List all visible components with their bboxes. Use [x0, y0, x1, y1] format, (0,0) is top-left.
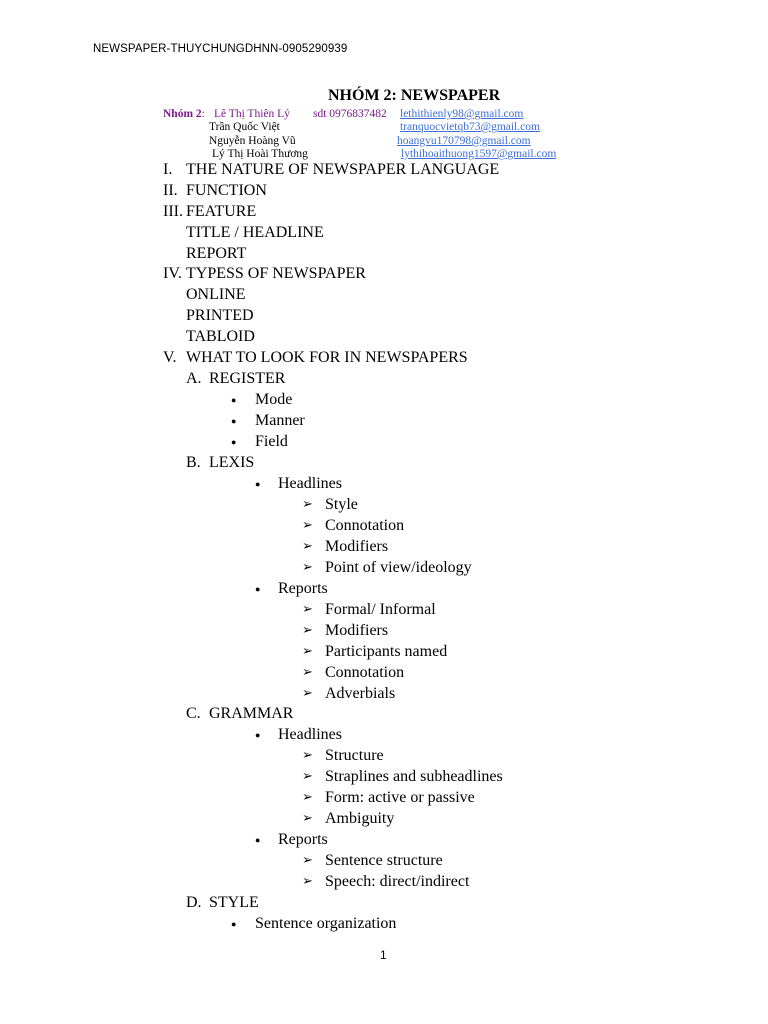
- subsection-num: A.: [186, 370, 202, 387]
- arrow-bullet-icon: ➢: [302, 517, 313, 532]
- arrow-bullet-icon: ➢: [302, 852, 313, 867]
- arrow-item: Modifiers: [325, 622, 389, 639]
- bullet-item: Headlines: [278, 726, 342, 743]
- member-email-link[interactable]: lythihoaithuong1597@gmail.com: [401, 148, 557, 160]
- arrow-item: Form: active or passive: [325, 789, 475, 806]
- arrow-bullet-icon: ➢: [302, 810, 313, 825]
- section-heading: TYPESS OF NEWSPAPER: [186, 265, 366, 282]
- arrow-bullet-icon: ➢: [302, 538, 313, 553]
- arrow-bullet-icon: ➢: [302, 873, 313, 888]
- bullet-icon: ●: [255, 835, 261, 845]
- section-heading: FEATURE: [186, 203, 257, 220]
- section-heading: WHAT TO LOOK FOR IN NEWSPAPERS: [186, 349, 468, 366]
- bullet-item: Reports: [278, 580, 328, 597]
- arrow-item: Ambiguity: [325, 810, 395, 827]
- bullet-item: Headlines: [278, 475, 342, 492]
- arrow-item: Modifiers: [325, 538, 389, 555]
- subsection-num: C.: [186, 705, 201, 722]
- member-phone: sdt 0976837482: [313, 108, 387, 120]
- section-num: V.: [163, 349, 177, 366]
- list-item: PRINTED: [186, 307, 254, 324]
- arrow-bullet-icon: ➢: [302, 747, 313, 762]
- arrow-item: Speech: direct/indirect: [325, 873, 470, 890]
- bullet-icon: ●: [231, 416, 237, 426]
- page-number: 1: [380, 948, 387, 962]
- arrow-bullet-icon: ➢: [302, 643, 313, 658]
- bullet-icon: ●: [255, 730, 261, 740]
- member-email-link[interactable]: hoangvu170798@gmail.com: [397, 135, 531, 147]
- page-header: NEWSPAPER-THUYCHUNGDHNN-0905290939: [93, 43, 348, 55]
- bullet-icon: ●: [255, 584, 261, 594]
- bullet-icon: ●: [231, 395, 237, 405]
- bullet-item: Sentence organization: [255, 915, 397, 932]
- subsection-num: D.: [186, 894, 202, 911]
- bullet-icon: ●: [231, 919, 237, 929]
- member-name: Nguyễn Hoàng Vũ: [209, 135, 296, 147]
- section-num: III.: [163, 203, 183, 220]
- member-name: Lý Thị Hoài Thương: [212, 148, 308, 160]
- subsection-heading: LEXIS: [209, 454, 255, 471]
- subsection-num: B.: [186, 454, 201, 471]
- bullet-item: Field: [255, 433, 288, 450]
- subsection-heading: REGISTER: [209, 370, 286, 387]
- bullet-item: Manner: [255, 412, 305, 429]
- section-num: II.: [163, 182, 178, 199]
- group-label-separator: :: [201, 108, 205, 120]
- list-item: TABLOID: [186, 328, 255, 345]
- arrow-item: Connotation: [325, 517, 405, 534]
- arrow-bullet-icon: ➢: [302, 622, 313, 637]
- arrow-item: Formal/ Informal: [325, 601, 436, 618]
- list-item: ONLINE: [186, 286, 246, 303]
- arrow-item: Participants named: [325, 643, 448, 660]
- document-title: NHÓM 2: NEWSPAPER: [328, 87, 501, 104]
- bullet-item: Reports: [278, 831, 328, 848]
- subsection-heading: GRAMMAR: [209, 705, 294, 722]
- section-num: IV.: [163, 265, 182, 282]
- arrow-bullet-icon: ➢: [302, 559, 313, 574]
- subsection-heading: STYLE: [209, 894, 259, 911]
- arrow-bullet-icon: ➢: [302, 768, 313, 783]
- arrow-item: Straplines and subheadlines: [325, 768, 503, 785]
- bullet-item: Mode: [255, 391, 293, 408]
- arrow-bullet-icon: ➢: [302, 601, 313, 616]
- arrow-item: Adverbials: [325, 685, 396, 702]
- arrow-item: Sentence structure: [325, 852, 443, 869]
- member-name: Trần Quốc Việt: [209, 121, 280, 133]
- member-email-link[interactable]: tranquocvietqb73@gmail.com: [400, 121, 540, 133]
- arrow-bullet-icon: ➢: [302, 664, 313, 679]
- member-email-link[interactable]: lethithienly98@gmail.com: [400, 108, 524, 120]
- group-label-text: Nhóm 2: [163, 108, 202, 120]
- list-item: TITLE / HEADLINE: [186, 224, 324, 241]
- arrow-item: Style: [325, 496, 358, 513]
- bullet-icon: ●: [255, 479, 261, 489]
- section-heading: FUNCTION: [186, 182, 267, 199]
- group-label: [163, 108, 205, 120]
- arrow-bullet-icon: ➢: [302, 685, 313, 700]
- arrow-item: Point of view/ideology: [325, 559, 472, 576]
- arrow-item: Connotation: [325, 664, 405, 681]
- member-name: Lê Thị Thiên Lý: [214, 108, 290, 120]
- arrow-item: Structure: [325, 747, 384, 764]
- bullet-icon: ●: [231, 437, 237, 447]
- section-num: I.: [163, 161, 173, 178]
- arrow-bullet-icon: ➢: [302, 496, 313, 511]
- arrow-bullet-icon: ➢: [302, 789, 313, 804]
- list-item: REPORT: [186, 245, 247, 262]
- section-heading: THE NATURE OF NEWSPAPER LANGUAGE: [186, 161, 500, 178]
